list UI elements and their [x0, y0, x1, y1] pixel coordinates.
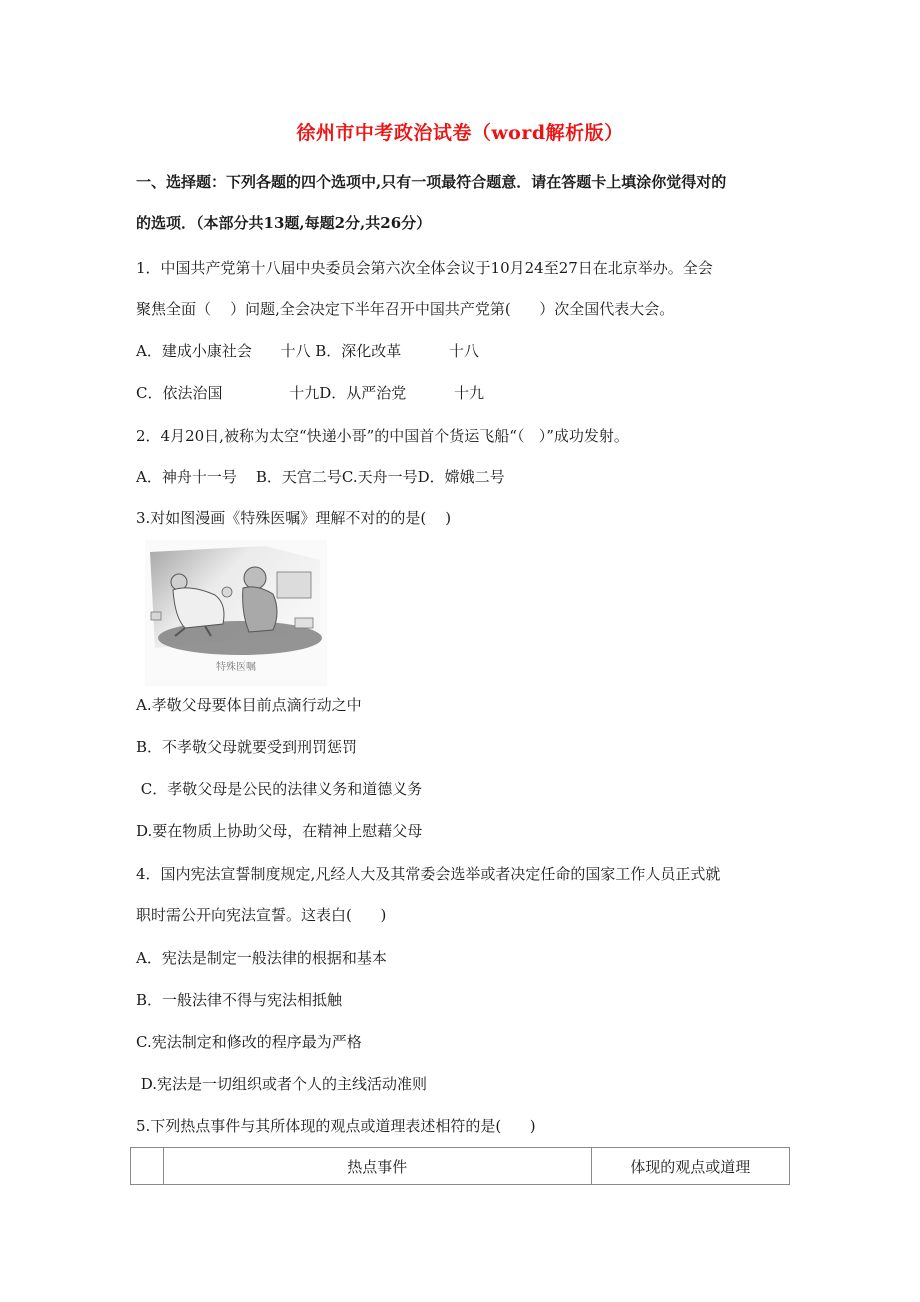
cartoon-illustration	[145, 540, 327, 686]
q3-option-d: D.要在物质上协助父母，在精神上慰藉父母	[136, 822, 423, 840]
q3-option-b: B．不孝敬父母就要受到刑罚惩罚	[136, 738, 358, 756]
q5-stem: 5.下列热点事件与其所体现的观点或道理表述相符的是( )	[136, 1117, 536, 1135]
q1-options-line-1: A．建成小康社会 十八 B．深化改革 十八	[136, 342, 479, 360]
q4-option-d: D.宪法是一切组织或者个人的主线活动准则	[136, 1075, 428, 1093]
q2-options: A．神舟十一号 B．天宫二号C.天舟一号D．嫦娥二号	[136, 468, 505, 486]
section-heading-line-1: 一、选择题：下列各题的四个选项中,只有一项最符合题意．请在答题卡上填涂你觉得对的	[136, 173, 727, 191]
q3-option-c: C．孝敬父母是公民的法律义务和道德义务	[136, 780, 423, 798]
q5-table	[130, 1147, 790, 1185]
q1-options-line-2: C．依法治国 十九D．从严治党 十九	[136, 384, 484, 402]
q4-stem-line-1: 4．国内宪法宣誓制度规定,凡经人大及其常委会选举或者决定任命的国家工作人员正式就	[136, 865, 721, 883]
q1-stem-line-2: 聚焦全面（ ）问题,全会决定下半年召开中国共产党第( ）次全国代表大会。	[136, 300, 675, 318]
table-header-index	[131, 1148, 164, 1185]
q2-stem: 2．4月20日,被称为太空“快递小哥”的中国首个货运飞船“（ ）”成功发射。	[136, 427, 629, 445]
table-header-row	[131, 1148, 790, 1185]
q4-option-c: C.宪法制定和修改的程序最为严格	[136, 1033, 362, 1051]
document-title: 徐州市中考政治试卷（word解析版）	[296, 122, 624, 144]
table-header-event: 热点事件	[163, 1148, 591, 1185]
q3-stem: 3.对如图漫画《特殊医嘱》理解不对的的是( )	[136, 509, 452, 527]
table-header-viewpoint: 体现的观点或道理	[591, 1148, 789, 1185]
cartoon-caption: 特殊医嘱	[216, 662, 256, 673]
cartoon-image	[145, 540, 327, 686]
q3-option-a: A.孝敬父母要体目前点滴行动之中	[136, 696, 362, 714]
q4-option-b: B．一般法律不得与宪法相抵触	[136, 991, 343, 1009]
q4-stem-line-2: 职时需公开向宪法宣誓。这表白( )	[136, 906, 387, 924]
q4-option-a: A．宪法是制定一般法律的根据和基本	[136, 949, 387, 967]
section-heading-line-2: 的选项．（本部分共13题,每题2分,共26分）	[136, 214, 432, 232]
q1-stem-line-1: 1．中国共产党第十八届中央委员会第六次全体会议于10月24至27日在北京举办。全会	[136, 259, 713, 277]
